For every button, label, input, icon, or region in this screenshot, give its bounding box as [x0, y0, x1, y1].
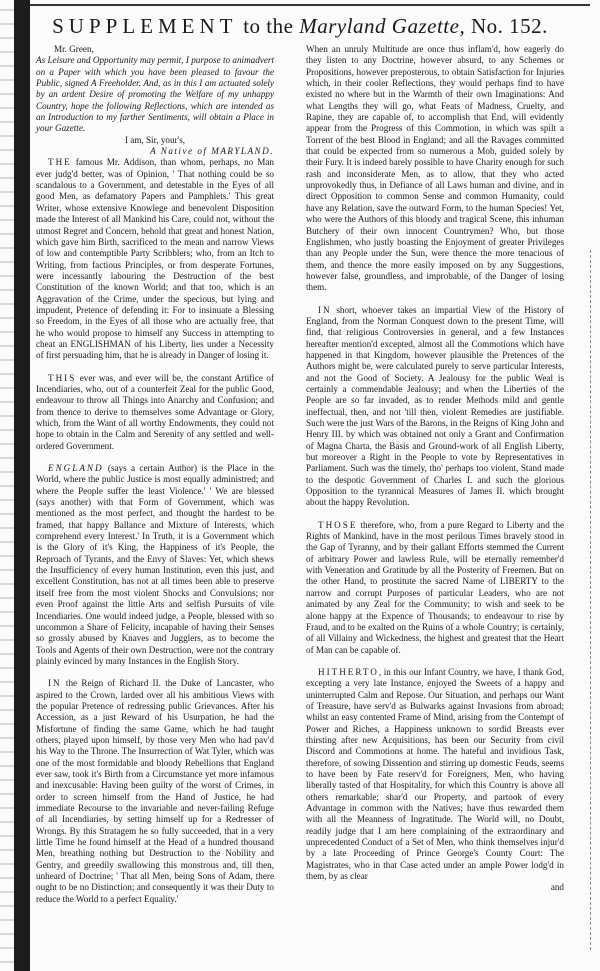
masthead-supplement: SUPPLEMENT: [52, 14, 238, 38]
letter-intro: [36, 44, 274, 157]
article-paragraph: When an unruly Multitude are once thus inflam'd, how eagerly do they listen to any Doctrine, however absurd, to any Schemes or Propositions, however preposterous, to obtain Satisfaction for Injuries which, in their cooler Reflections, they would perhaps find to have existed no where but in the Warmth of their own Imaginations: And what Lengths they will go, what Feats of Madness, Cruelty, and Rapine, they are capable of, to accomplish that End, will evidently appear from the Progress of this Commotion, in which was spilt a Torrent of the best Blood in England; and all the Ravages committed that could be expected from so numerous a Mob, guided solely by their Fury. It is indeed barely possible to have Charity enough for such rash and inconsiderate Men, as to allow, that they who acted unprovokedly thus, in Defiance of all Laws human and divine, and in direct Opposition to common Sense and common Humanity, could have any Relation, save the outward Form, to the human Species! Yet, who were the Authors of this bloody and tragical Scene, this inhuman Butchery of their own innocent Countrymen? Who, but those Englishmen, who justly boasting the Enjoyment of greater Privileges than any People under the Sun, were thence the more tenacious of them, and thence the more easily imposed on by any Suggestions, however false, groundless, and improbable, of the Danger of losing them.: [306, 44, 564, 293]
masthead-number: No. 152.: [470, 14, 548, 38]
page-edge: [590, 250, 592, 950]
article-paragraph: THIS ever was, and ever will be, the constant Artifice of Incendiaries, who, out of a counterfeit Zeal for the public Good, endeavour to throw all Things into Anarchy and Confusion; and from thence to derive to themselves some Advantage or Glory, which, from the Want of all worthy Endowments, they could not hope to obtain in the Calm and Serenity of any settled and well-ordered Government.: [36, 372, 274, 451]
page-binding: [14, 0, 30, 971]
article-paragraph: THOSE therefore, who, from a pure Regard to Liberty and the Rights of Mankind, have in the most perilous Times bravely stood in the Gap of Tyranny, and by their gallant Efforts stemmed the Current of arbitrary Power and lawless Rule, will be eternally remember'd with Veneration and Gratitude by all the Posterity of Freemen. But on the other Hand, to prostitute the sacred Name of LIBERTY to the narrow and corrupt Purposes of particular Leaders, who are not animated by any Zeal for the Community; to wish and seek to be alone happy at the Expence of Thousands; to endeavour to rise by Fraud, and to be exalted on the Ruins of a whole Country; is certainly, of all Villainy and Wickedness, the highest and greatest that the Heart of Man can be capable of.: [306, 519, 564, 655]
top-rule: [30, 4, 590, 6]
letter-closing: I am, Sir, your's,: [124, 134, 186, 145]
article-paragraph: HITHERTO, in this our Infant Country, we have, I thank God, excepting a very late Instance, enjoyed the Sweets of a happy and uninterrupted Calm and Repose. Our Situation, and perhaps our Want of Treasure, have serv'd as Bulwarks against Invasions from abroad; whilst an easy contented Frame of Mind, arising from the Contempt of Power and Riches, a Happiness unknown to sordid Breasts ever thirsting after new Acquisitions, has been our Security from civil Discord and Commotions at home. The hateful and invidious Task, therefore, of sowing Dissention and stirring up domestic Feuds, seems to have been by Fate reserv'd for Foreigners, Men, who having liberally tasted of that Hospitality, for which this Country is above all others remarkable; shar'd our Property, and partook of every Advantage in common with the Natives; have thus rewarded them with all the Meanness of Ingratitude. The World will, no Doubt, readily judge that I am here complaining of the extraordinary and unprecedented Conduct of a Set of Men, who think themselves injur'd by a late Proceeding of Prince George's County Court: The Magistrates, who in that Case acted under an ample Power lodg'd in them, by as clear: [306, 666, 564, 882]
masthead-paper-name: Maryland Gazette,: [299, 14, 466, 38]
right-column: [306, 44, 564, 894]
masthead-to-the: to the: [243, 14, 294, 38]
letter-intro-text: As Leisure and Opportunity may permit, I purpose to animadvert on a Paper with which you have been pleased to favour the Public, signed A Freeholder. And, as in this I am actuated solely by an ardent Desire of promoting the Welfare of my unhappy Country, hope the following Reflections, which are intended as an Introduction to my farther Sentiments, will obtain a Place in your Gazette.: [36, 55, 274, 134]
page-binding-shadow: [0, 0, 14, 971]
letter-signature: A Native of MARYLAND.: [150, 146, 274, 157]
letter-salutation: Mr. Green,: [54, 44, 94, 54]
article-paragraph: IN short, whoever takes an impartial View of the History of England, from the Norman Conquest down to the present Time, will find, that religious Controversies in general, and a few Instances hereafter mention'd excepted, almost all the Commotions which have happened in that Kingdom, however plausible the Pretences of the Authors might be, were calculated purely to serve particular Interests, and not the Good of Society. A Jealousy for the public Weal is certainly a commendable Jealousy; and when the Liberties of the People are so far invaded, as to render Methods mild and gentle ineffectual, then, and not 'till then, violent Remedies are justifiable. Such were the just Wars of the Barons, in the Reigns of King John and Henry III. by which was obtained not only a Grant and Confirmation of Magna Charta, the Basis and Ground-work of all English Liberty, but moreover a Right in the People to vote by Representatives in Parliament. Such was the timely, tho' perhaps too violent, Stand made to the despotic Government of Charles I. and such the glorious Opposition to the tyrannical Measures of James II. which brought about the happy Revolution.: [306, 304, 564, 508]
article-paragraph: IN the Reign of Richard II. the Duke of Lancaster, who aspired to the Crown, larded over all his ambitious Views with the popular Pretence of redressing public Grievances. After his Accession, as a just Reward of his Usurpation, he had the Misfortune of finding the same Game, which he had taught others, played upon himself, by those very Men who had pav'd his Way to the Throne. The Insurrection of Wat Tyler, which was one of the most formidable and bloody Rebellions that England ever saw, took it's Birth from a Circumstance yet more infamous and inexcusable: Having been guilty of the worst of Crimes, in order to screen himself from the Hand of Justice, he had immediate Recourse to the invariable and never-failing Refuge of all Incendiaries, by setting himself up for a Redresser of Wrongs. By this Stratagem he so fully succeeded, that in a very little Time he found himself at the Head of a hundred thousand Men, breathing nothing but Destruction to the Nobility and Gentry, and greedily swallowing this monstrous and, till then, unheard of Doctrine; ' That all Men, being Sons of Adam, there ought to be no Distinction; and consequently it was their Duty to reduce the World to a perfect Equality.': [36, 678, 274, 904]
masthead: [0, 14, 600, 39]
article-paragraph: THE famous Mr. Addison, than whom, perhaps, no Man ever judg'd better, was of Opinion, ' That nothing could be so scandalous to a Government, and detestable in the Eyes of all good Men, as defamatory Papers and Pamphlets.' This great Writer, whose extensive Knowlege and benevolent Disposition made the Interest of all Mankind his Care, could not, without the utmost Regret and Concern, behold that great and honest Nation, which gave him Birth, sacrificed to the mean and narrow Views of low and contemptible Party Scribblers; who, from an Itch to Writing, from factious Principles, or from desperate Fortunes, were incessantly labouring the Destruction of the best Constitution of the known World; and that too, which is an Aggravation of the Crime, under the specious, but lying and impudent, Pretence of defending it: For to insinuate a Blessing so Freedom, in the Eyes of all those who are actually free, that he who would propose to himself any Success in attempting to cheat an ENGLISHMAN of his Liberty, lies under a Necessity of first persuading him, that he is already in Danger of losing it.: [36, 157, 274, 361]
article-paragraph: ENGLAND (says a certain Author) is the Place in the World, where the public Justice is most equally administred; and where the People suffer the least Violence.' ' We are blessed (says another) with that Form of Government, which was mentioned as the most perfect, and thought the hardest to be framed, that happy Ballance and Mixture of Interests, which comprehend every Interest.' In Truth, it is a Government which is the Glory of it's King, the Happiness of it's People, the Reproach of Tyrants, and the Envy of Slaves: Yet, which shews the Insufficiency of every human Institution, even this just, and excellent Constitution, has not at all times been able to preserve itself free from the most violent Shocks and Convulsions; nor even Proof against the little Arts and selfish Pursuits of vile Incendiaries. One would indeed judge, a People, blessed with so uncommon a Share of Felicity, incapable of having their Senses so grossly abused by Knaves and Jugglers, as to become the Tools and Agents of their own Destruction, were not the contrary plainly evinced by many Instances in the English Story.: [36, 463, 274, 666]
catchword: and: [550, 882, 564, 893]
left-column: [36, 44, 274, 916]
